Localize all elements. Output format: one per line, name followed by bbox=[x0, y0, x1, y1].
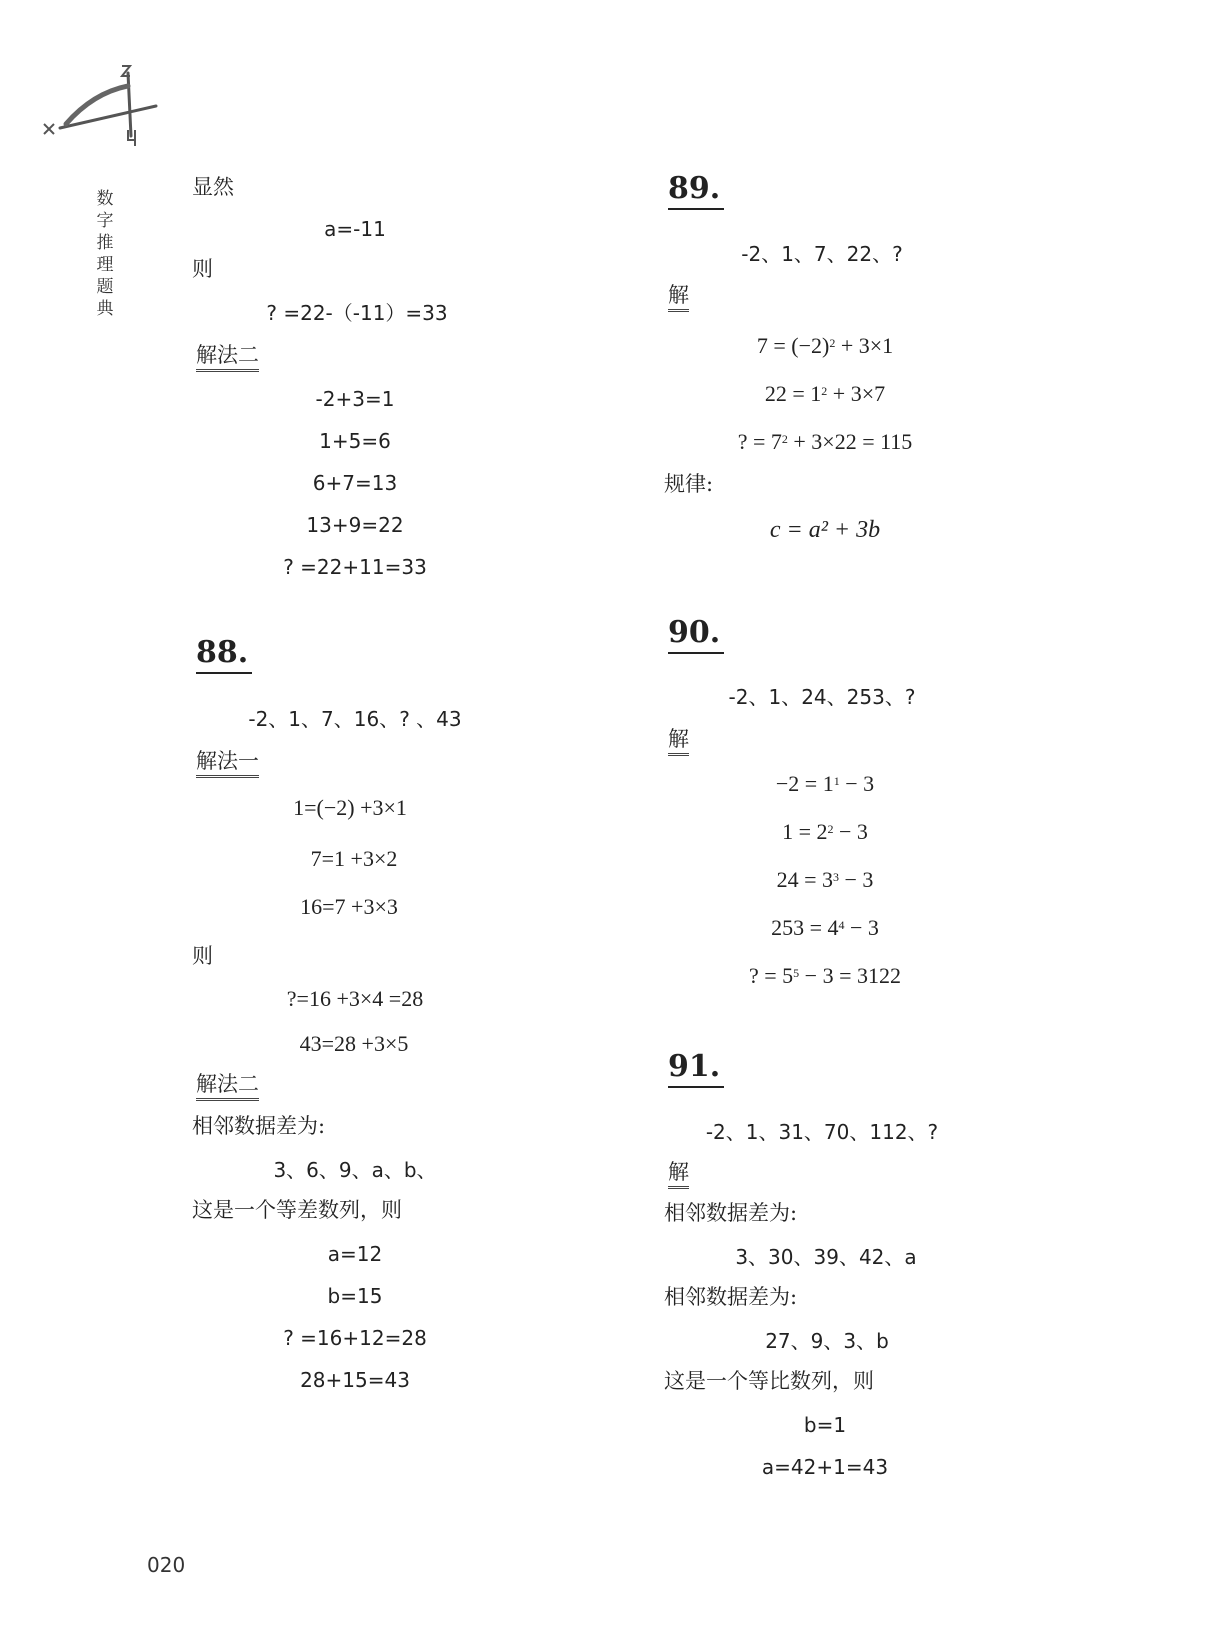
formula-tail: − 3 bbox=[839, 867, 874, 892]
formula-line: 16=7 +3×3 bbox=[300, 894, 398, 919]
formula-a: a=-11 bbox=[324, 217, 386, 241]
formula-line bbox=[757, 333, 893, 359]
formula-base: 22 = 1 bbox=[764, 381, 822, 406]
text-then: 则 bbox=[192, 944, 213, 968]
formula-tail: − 3 bbox=[844, 915, 879, 940]
formula-line: 7=1 +3×2 bbox=[310, 846, 398, 871]
text-obviously: 显然 bbox=[192, 175, 234, 199]
formula-line: 43=28 +3×5 bbox=[299, 1031, 409, 1056]
problem-90-number: 90. bbox=[668, 616, 724, 654]
formula-line bbox=[782, 819, 868, 845]
text-diff: 相邻数据差为: bbox=[664, 1285, 798, 1309]
rule-formula: c = a² + 3b bbox=[769, 517, 881, 543]
rule-label: 规律: bbox=[664, 472, 714, 496]
formula-tail: + 3×1 bbox=[835, 333, 894, 358]
text-arithmetic: 这是一个等差数列，则 bbox=[192, 1198, 402, 1222]
text-diff: 相邻数据差为: bbox=[664, 1201, 798, 1225]
formula-exponent: 2 bbox=[829, 336, 836, 350]
method2-line: 6+7=13 bbox=[312, 471, 398, 495]
problem-89-sequence: -2、1、7、22、? bbox=[741, 242, 903, 266]
diff-sequence: 3、30、39、42、a bbox=[735, 1245, 917, 1269]
side-title-char: 推 bbox=[96, 233, 114, 253]
formula-exponent: 2 bbox=[781, 432, 788, 446]
diff-sequence: 3、6、9、a、b、 bbox=[273, 1158, 437, 1182]
method1-label: 解法一 bbox=[196, 748, 259, 778]
formula-exponent: 1 bbox=[833, 774, 840, 788]
method2-line: -2+3=1 bbox=[315, 387, 395, 411]
side-title-char: 理 bbox=[96, 255, 114, 275]
formula-line: 1=(−2) +3×1 bbox=[293, 795, 407, 820]
formula-line bbox=[765, 381, 885, 407]
text-diff: 相邻数据差为: bbox=[192, 1114, 326, 1138]
formula-answer: ? =22-（-11）=33 bbox=[266, 301, 448, 325]
side-title-char: 题 bbox=[96, 277, 114, 297]
problem-88-number: 88. bbox=[196, 636, 252, 674]
formula-answer: ? =16+12=28 bbox=[283, 1326, 427, 1350]
formula-line bbox=[738, 429, 913, 455]
formula-line: ?=16 +3×4 =28 bbox=[286, 986, 424, 1011]
formula-tail: + 3×7 bbox=[827, 381, 886, 406]
method2-line: ? =22+11=33 bbox=[283, 555, 427, 579]
method2-label: 解法二 bbox=[196, 342, 259, 372]
formula-line bbox=[776, 771, 874, 797]
formula-b: b=1 bbox=[803, 1413, 847, 1437]
side-title-char: 数 bbox=[96, 189, 114, 209]
text-geometric: 这是一个等比数列，则 bbox=[664, 1369, 874, 1393]
book-side-title bbox=[93, 188, 117, 320]
side-title-char: 字 bbox=[96, 211, 114, 231]
problem-89-number: 89. bbox=[668, 172, 724, 210]
formula-a: a=12 bbox=[327, 1242, 383, 1266]
formula-base: −2 = 1 bbox=[775, 771, 834, 796]
formula-tail: − 3 = 3122 bbox=[799, 963, 901, 988]
formula-exponent: 2 bbox=[821, 384, 828, 398]
solution-label: 解 bbox=[668, 726, 689, 756]
formula-exponent: 4 bbox=[838, 918, 845, 932]
formula-base: 7 = (−2) bbox=[756, 333, 830, 358]
formula-a: a=42+1=43 bbox=[761, 1455, 889, 1479]
formula-line bbox=[777, 867, 874, 893]
formula-exponent: 5 bbox=[793, 966, 800, 980]
formula-base: 24 = 3 bbox=[776, 867, 833, 892]
problem-88-sequence: -2、1、7、16、? 、43 bbox=[248, 707, 462, 731]
formula-tail: − 3 bbox=[833, 819, 868, 844]
problem-90-sequence: -2、1、24、253、? bbox=[728, 685, 916, 709]
formula-tail: − 3 bbox=[839, 771, 875, 796]
page-number: 020 bbox=[147, 1553, 186, 1577]
formula-exponent: 2 bbox=[827, 822, 834, 836]
formula-base: 1 = 2 bbox=[782, 819, 828, 844]
formula-base: ? = 5 bbox=[749, 963, 794, 988]
solution-label: 解 bbox=[668, 282, 689, 312]
diff-sequence: 27、9、3、b bbox=[765, 1329, 889, 1353]
method2-line: 13+9=22 bbox=[306, 513, 404, 537]
formula-exponent: 3 bbox=[833, 870, 839, 884]
formula-b: b=15 bbox=[327, 1284, 383, 1308]
method2-label: 解法二 bbox=[196, 1071, 259, 1101]
formula-tail: + 3×22 = 115 bbox=[787, 429, 913, 454]
formula-line bbox=[749, 963, 901, 989]
side-title-char: 典 bbox=[96, 299, 114, 319]
formula-base: 253 = 4 bbox=[771, 915, 839, 940]
problem-91-number: 91. bbox=[668, 1050, 724, 1088]
formula-line bbox=[771, 915, 879, 941]
axis-sketch-logo bbox=[38, 58, 168, 153]
formula-base: ? = 7 bbox=[737, 429, 782, 454]
problem-91-sequence: -2、1、31、70、112、? bbox=[705, 1120, 939, 1144]
method2-line: 1+5=6 bbox=[319, 429, 391, 453]
formula-check: 28+15=43 bbox=[300, 1368, 410, 1392]
solution-label: 解 bbox=[668, 1159, 689, 1189]
text-then: 则 bbox=[192, 257, 213, 281]
